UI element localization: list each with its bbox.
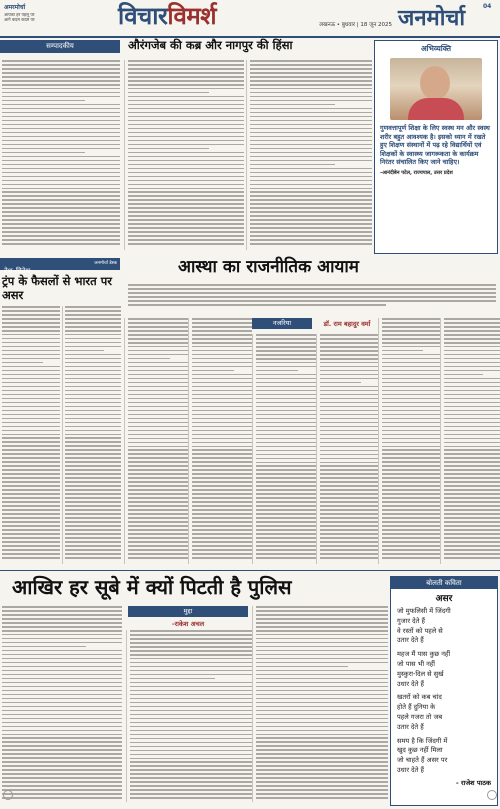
editorial-headline: औरंगजेब की कब्र और नागपुर की हिंसा [128, 38, 293, 52]
main-article-col3 [252, 334, 316, 564]
page-number: 04 [483, 3, 492, 10]
world-body-col2 [62, 306, 121, 564]
editorial-body-col3 [246, 60, 372, 250]
poem-stanza-4: समय है कि जिंदगी में खुद कुछ नहीं मिला जो चाहते हैं असर पर उधार देते हैं [397, 736, 448, 774]
dateline: लखनऊ • बुधवार | 18 जून 2025 [319, 22, 392, 28]
bottom-article-col3 [252, 606, 388, 802]
masthead [0, 0, 500, 38]
poem-box [390, 576, 498, 806]
paper-name: अमरमोर्चा [4, 4, 26, 11]
section-divider [0, 570, 500, 571]
opinion-quote: गुणवत्तापूर्ण शिक्षा के लिए स्वस्थ मन और स्वस्थ शरीर बहुत आवश्यक है। इसको ध्यान में रखते हुए शिक्षण संस्थानों में पढ़ रहे विद्यार्थियों एवं शिक्षकों के स्वास्थ्य जागरूकता के कार्यक्रम निरंतर संचालित किए जाने चाहिए। [380, 124, 490, 167]
poem-stanza-1: जो मुफलिसी में जिंदगी गुजार देते हैं वे रस्तों को पहले से उतार देते हैं [397, 607, 451, 645]
opinion-attribution: -आनंदीबेन पटेल, राज्यपाल, उत्तर प्रदेश [380, 169, 453, 176]
poem-stanza-3: खतरों को कब चांद होते हैं दुनिया के पहले गजरा तो जब उतार देते हैं [397, 693, 443, 731]
main-article-col2 [188, 318, 252, 564]
main-article-author: डॉ. राम बहादुर वर्मा [323, 320, 371, 328]
registration-mark-left [3, 790, 13, 800]
editorial-body-col2 [124, 60, 244, 250]
bottom-article-author: -राकेश अचल [171, 620, 205, 628]
brand-name: जनमोर्चा [398, 6, 466, 31]
portrait-photo [390, 58, 482, 120]
section-title: विचारविमर्श [118, 2, 217, 30]
editorial-label: सम्पादकीय [0, 40, 120, 53]
bottom-article-headline: आखिर हर सूबे में क्यों पिटती है पुलिस [12, 575, 292, 599]
poem-author: - राजेश पाठक [456, 778, 491, 787]
opinion-label: अभिव्यक्ति [420, 44, 452, 53]
main-article-intro [128, 284, 496, 312]
bottom-article-col1 [2, 606, 122, 802]
poem-title: असर [435, 594, 453, 604]
nazariya-label: नजरिया [252, 318, 312, 329]
bottom-article-col2 [126, 630, 252, 802]
world-label: देश–विदेश जनमोर्चा डेस्क [0, 258, 120, 270]
main-article-col6 [440, 318, 500, 564]
world-headline: ट्रंप के फैसलों से भारत पर असर [2, 274, 112, 302]
paper-logo [4, 3, 25, 11]
registration-mark-right [487, 790, 497, 800]
tagline: आपका हर पहलू पर आगे कदम कदम पर [4, 12, 35, 23]
opinion-box [374, 40, 498, 254]
mudda-label: मुद्दा [128, 606, 248, 617]
editorial-body-col1 [2, 60, 120, 250]
poem-stanza-2: महज मैं पास कुछ नहीं जो पास भी नहीं मुस्कुरा-दिल से सुर्ख उधार देते हैं [397, 650, 451, 688]
poem-label: बोलती कविता [391, 577, 497, 589]
main-article-headline: आस्था का राजनीतिक आयाम [178, 257, 359, 277]
main-article-col5 [378, 318, 440, 564]
main-article-col4 [316, 334, 378, 564]
world-body-col1 [2, 306, 60, 564]
main-article-col1 [124, 318, 188, 564]
